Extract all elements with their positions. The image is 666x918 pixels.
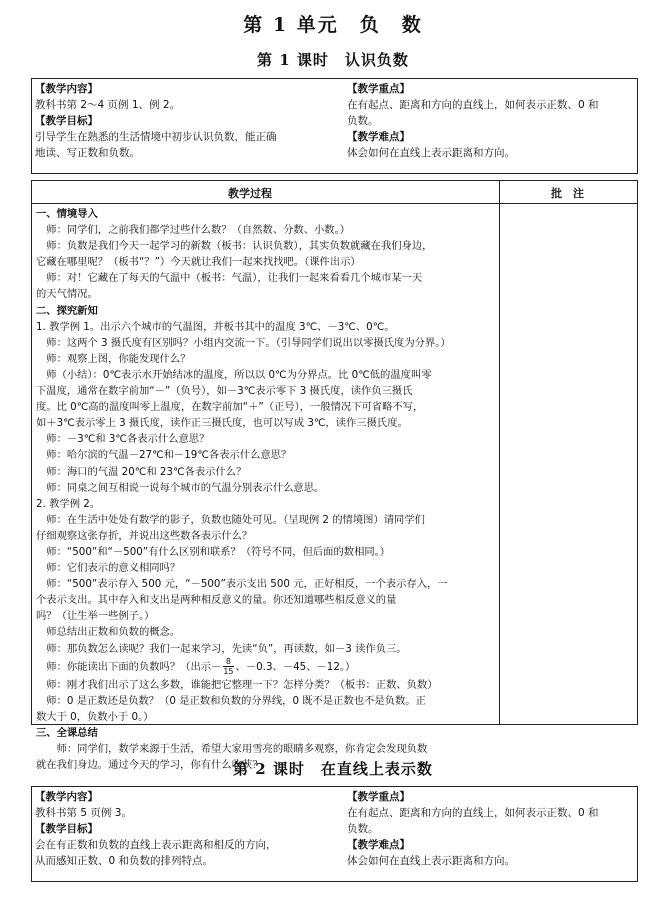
process-line-text: 师：在生活中处处有数学的影子，负数也随处可见。（呈现例 2 的情境图）请同学们 [36,513,425,526]
process-line-text: 师：它们表示的意义相同吗？ [36,562,181,575]
process-line-text: 度。比 0℃高的温度叫零上温度，在数字前加“＋”（正号），一般情况下可省略不写， [36,401,424,414]
fraction-numerator: 8 [223,657,233,667]
process-line-text: 师：“500”和“－500”有什么区别和联系？（符号不同，但后面的数相同。） [36,545,391,558]
process-line-heading: 二、探究新知 [36,304,98,317]
process-line-text: 师：“500”表示存入 500 元，“－500”表示支出 500 元，正好相反，一个表示存入，一 [36,578,448,591]
teaching-process-header-row [32,181,637,204]
process-line-text: 它藏在哪里呢？（板书“？”）今天就让我们一起来找找吧。（课件出示） [36,256,361,269]
process-line-text: 师：0 是正数还是负数？（0 是正数和负数的分界线，0 既不是正数也不是负数。正 [36,694,426,707]
lesson1-left-text: 教科书第 2～4 页例 1、例 2。 [35,99,181,111]
lesson2-left-text: 教科书第 5 页例 3。 [35,807,132,819]
lesson2-right-text: 在有起点、距离和方向的直线上，如何表示正数、0 和 [347,807,599,819]
fraction [223,657,233,676]
lesson2-left-text: 从而感知正数、0 和负数的排列特点。 [35,855,214,867]
process-line-text: 1. 教学例 1。出示六个城市的气温图，并板书其中的温度 3℃、－3℃、0℃。 [36,320,395,333]
unit-title: 第 1 单元 负 数 [243,14,423,36]
lesson1-info-left [35,81,335,161]
teaching-process-body [36,206,496,773]
lesson1-left-text: 引导学生在熟悉的生活情境中初步认识负数，能正确 [35,131,277,143]
process-line-text: 师：观察上图，你能发现什么？ [36,352,191,365]
process-line-text: 数大于 0，负数小于 0。） [36,710,154,723]
process-line-text: 吗？（让生举一些例子。） [36,610,155,623]
teaching-process-header: 教学过程 [228,187,272,200]
lesson1-right-text: 在有起点、距离和方向的直线上，如何表示正数、0 和 [347,99,599,111]
process-line-text: 个表示支出。其中存入和支出是两种相反意义的量。你还知道哪些相反意义的量 [36,594,397,607]
lesson2-info-right [347,789,635,869]
process-line-text: 仔细观察这张存折，并说出这些数各表示什么？ [36,529,253,542]
lesson2-right-heading: 【教学难点】 [347,839,410,851]
lesson1-title: 第 1 课时 认识负数 [257,51,409,69]
process-line-text: 就在我们身边。通过今天的学习，你有什么收获？ [36,759,263,772]
lesson1-right-heading: 【教学难点】 [347,131,410,143]
lesson1-left-heading: 【教学内容】 [35,83,98,95]
process-line-text: 师：对！它藏在了每天的气温中（板书：气温），让我们一起来看看几个城市某一天 [36,272,423,285]
process-line-text: 师：－3℃和 3℃各表示什么意思？ [36,433,210,446]
lesson2-info-left [35,789,335,869]
process-line-text: 的天气情况。 [36,288,98,301]
process-line-text: 师：同桌之间互相说一说每个城市的气温分别表示什么意思。 [36,481,325,494]
lesson1-info-right [347,81,635,161]
line-text: 师：你能读出下面的负数吗？（出示－ [36,660,222,673]
notes-column [500,204,637,724]
lesson2-right-heading: 【教学重点】 [347,791,410,803]
process-line-text: 师：刚才我们出示了这么多数，谁能把它整理一下？怎样分类？（板书：正数、负数） [36,678,438,691]
process-line-text: 师：同学们，数学来源于生活，希望大家用雪亮的眼睛多观察，你肯定会发现负数 [36,743,428,755]
lesson2-left-heading: 【教学目标】 [35,823,98,835]
lesson2-right-text: 体会如何在直线上表示距离和方向。 [347,855,515,867]
process-line-text [36,657,496,677]
lesson2-info-box [31,786,638,882]
process-line-text: 师：负数是我们今天一起学习的新数（板书：认识负数），其实负数就藏在我们身边， [36,240,433,253]
process-line-text: 师：这两个 3 摄氏度有区别吗？小组内交流一下。（引导同学们说出以零摄氏度为分界。） [36,336,451,349]
lesson2-left-heading: 【教学内容】 [35,791,98,803]
process-line-text: 师（小结）：0℃表示水开始结冰的温度，所以以 0℃为分界点。比 0℃低的温度叫零 [36,368,432,381]
lesson2-title: 第 2 课时 在直线上表示数 [233,760,433,778]
process-line-text: 师：同学们，之前我们都学过些什么数？（自然数、分数、小数。） [36,224,351,237]
lesson2-right-text: 负数。 [347,823,379,835]
process-line-text: 如＋3℃表示零上 3 摄氏度，读作正三摄氏度，也可以写成 3℃，读作三摄氏度。 [36,417,408,430]
lesson1-left-text: 地读、写正数和负数。 [35,147,140,159]
process-line-text: 下温度，通常在数字前加“－”（负号），如－3℃表示零下 3 摄氏度，读作负三摄氏 [36,385,413,398]
lesson1-right-text: 负数。 [347,115,379,127]
process-line-text: 师：海口的气温 20℃和 23℃各表示什么？ [36,465,247,478]
line-text-tail: 、－0.3、－45、－12。） [235,660,356,673]
fraction-denominator: 15 [223,667,234,677]
process-line-heading: 一、情境导入 [36,208,98,220]
process-line-heading: 三、全课总结 [36,726,98,739]
lesson2-left-text: 会在有正数和负数的直线上表示距离和相反的方向， [35,839,277,851]
process-line-text: 师：哈尔滨的气温－27℃和－19℃各表示什么意思？ [36,449,292,462]
process-line-text: 师：那负数怎么读呢？我们一起来学习，先读“负”，再读数，如－3 读作负三。 [36,642,407,655]
lesson1-left-heading: 【教学目标】 [35,115,98,127]
process-line-text: 2. 教学例 2。 [36,497,101,510]
notes-header: 批 注 [551,187,584,200]
lesson1-right-heading: 【教学重点】 [347,83,410,95]
process-line-text: 师总结出正数和负数的概念。 [36,626,181,639]
lesson1-info-box [31,78,638,174]
lesson1-right-text: 体会如何在直线上表示距离和方向。 [347,147,515,159]
